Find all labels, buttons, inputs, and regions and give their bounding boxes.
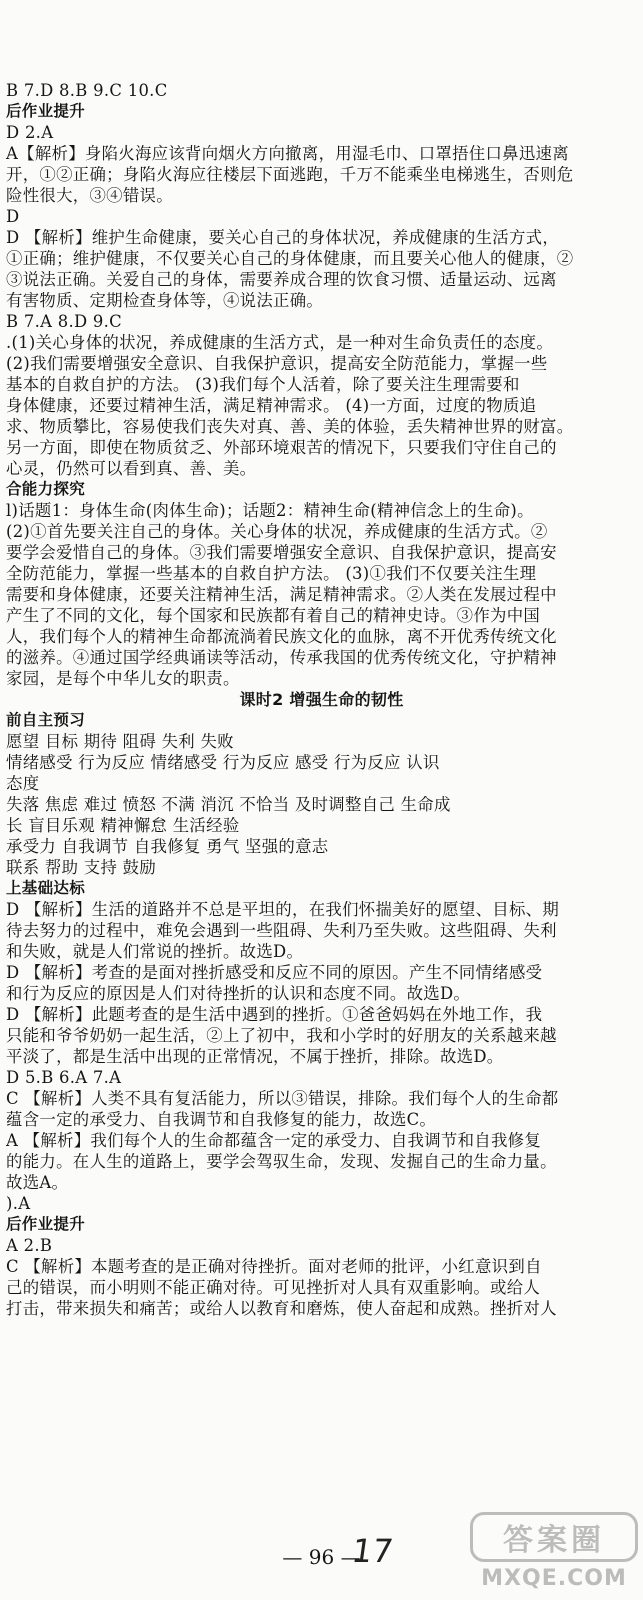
answer-line: 己的错误，而小明则不能正确对待。可见挫折对人具有双重影响。或给人 [6, 1278, 541, 1297]
answer-line: A 【解析】我们每个人的生命都蕴含一定的承受力、自我调节和自我修复 [6, 1131, 542, 1150]
answer-line: D 【解析】此题考查的是生活中遇到的挫折。①爸爸妈妈在外地工作，我 [6, 1005, 543, 1024]
page-number: — 96 — [282, 1545, 361, 1569]
answer-line: 蕴含一定的承受力、自我调节和自我修复的能力，故选C。 [6, 1110, 437, 1129]
answer-line: .(1)关心身体的状况，养成健康的生活方式，是一种对生命负责任的态度。 [6, 333, 554, 352]
answer-line: 打击，带来损失和痛苦；或给人以教育和磨炼，使人奋起和成熟。挫折对人 [6, 1299, 557, 1318]
watermark-site-text: MXQE.COM [481, 1566, 627, 1591]
answer-line: 只能和爷爷奶奶一起生活，②上了初中，我和小学时的好朋友的关系越来越 [6, 1026, 557, 1045]
answer-line: 险性很大，③④错误。 [6, 186, 173, 205]
answer-line: 的滋养。④通过国学经典诵读等活动，传承我国的优秀传统文化，守护精神 [6, 648, 557, 667]
answer-line: 平淡了，都是生活中出现的正常情况，不属于挫折，排除。故选D。 [6, 1047, 504, 1066]
answer-line: D 【解析】生活的道路并不总是平坦的，在我们怀揣美好的愿望、目标、期 [6, 900, 560, 919]
answer-line: 联系 帮助 支持 鼓励 [6, 858, 157, 877]
answer-line: l)话题1：身体生命(肉体生命)；话题2：精神生命(精神信念上的生命)。 [6, 501, 534, 520]
answer-line: A 2.B [6, 1236, 53, 1255]
answer-line: 情绪感受 行为反应 情绪感受 行为反应 感受 行为反应 认识 [6, 753, 440, 772]
answer-line: 基本的自救自护的方法。 (3)我们每个人活着，除了要关注生理需要和 [6, 375, 520, 394]
answer-line: (2)①首先要关注自己的身体。关心身体的状况，养成健康的生活方式。② [6, 522, 548, 541]
answer-line: D 【解析】维护生命健康，要关心自己的身体状况，养成健康的生活方式， [6, 228, 560, 247]
answer-line: ).A [6, 1194, 31, 1213]
answer-line: C 【解析】人类不具有复活能力，所以③错误，排除。我们每个人的生命都 [6, 1089, 559, 1108]
section-heading: 前自主预习 [6, 711, 86, 729]
answer-line: D 2.A [6, 123, 54, 142]
answer-line: D 5.B 6.A 7.A [6, 1068, 122, 1087]
answer-line: 待去努力的过程中，难免会遇到一些阻碍、失利乃至失败。这些阻碍、失利 [6, 921, 557, 940]
answer-line: A【解析】身陷火海应该背向烟火方向撤离，用湿毛巾、口罩捂住口鼻迅速离 [6, 144, 569, 163]
answer-line: 另一方面，即使在物质贫乏、外部环境艰苦的情况下，只要我们守住自己的 [6, 438, 557, 457]
answer-line: 有害物质、定期检查身体等，④说法正确。 [6, 291, 324, 310]
watermark-logo: 答案圈 [470, 1512, 638, 1562]
answer-line: 需要和身体健康，还要关注精神生活，满足精神需求。②人类在发展过程中 [6, 585, 557, 604]
answer-line: D [6, 207, 20, 226]
answer-line: ①正确；维护健康，不仅要关心自己的身体健康，而且要关心他人的健康，② [6, 249, 574, 268]
lesson-title: 课时2 增强生命的韧性 [239, 690, 404, 709]
answer-line: 和失败，就是人们常说的挫折。故选D。 [6, 942, 304, 961]
section-heading: 上基础达标 [6, 879, 86, 897]
answer-line: 家园，是每个中华儿女的职责。 [6, 669, 240, 688]
answer-line: 身体健康，还要过精神生活，满足精神需求。 (4)一方面，过度的物质追 [6, 396, 537, 415]
answer-line: (2)我们需要增强安全意识、自我保护意识，提高安全防范能力，掌握一些 [6, 354, 548, 373]
answer-line: C 【解析】本题考查的是正确对待挫折。面对老师的批评，小红意识到自 [6, 1257, 542, 1276]
answer-line: 愿望 目标 期待 阻碍 失利 失败 [6, 732, 234, 751]
answer-line: 开，①②正确；身陷火海应往楼层下面逃跑，千万不能乘坐电梯逃生，否则危 [6, 165, 574, 184]
site-watermark [470, 1512, 638, 1594]
answer-line: 承受力 自我调节 自我修复 勇气 坚强的意志 [6, 837, 329, 856]
answer-line: ③说法正确。关爱自己的身体，需要养成合理的饮食习惯、适量运动、远离 [6, 270, 557, 289]
answer-line: 长 盲目乐观 精神懈怠 生活经验 [6, 816, 240, 835]
answer-line: 和行为反应的原因是人们对待挫折的认识和态度不同。故选D。 [6, 984, 471, 1003]
answer-page [0, 80, 643, 1319]
answer-line: 要学会爱惜自己的身体。③我们需要增强安全意识、自我保护意识，提高安 [6, 543, 557, 562]
section-heading: 后作业提升 [6, 102, 86, 120]
answer-line: 心灵，仍然可以看到真、善、美。 [6, 459, 257, 478]
answer-line: B 7.D 8.B 9.C 10.C [6, 81, 168, 100]
answer-line: 产生了不同的文化，每个国家和民族都有着自己的精神史诗。③作为中国 [6, 606, 541, 625]
answer-line: 全防范能力，掌握一些基本的自救自护方法。 (3)①我们不仅要关注生理 [6, 564, 537, 583]
answer-line: 态度 [6, 774, 40, 793]
handwritten-page-note: 17 [349, 1532, 396, 1570]
answer-line: 故选A。 [6, 1173, 69, 1192]
section-heading: 合能力探究 [6, 480, 86, 498]
answer-line: 人，我们每个人的精神生命都流淌着民族文化的血脉，离不开优秀传统文化 [6, 627, 557, 646]
answer-line: 的能力。在人生的道路上，要学会驾驭生命，发现、发掘自己的生命力量。 [6, 1152, 557, 1171]
answer-line: D 【解析】考查的是面对挫折感受和反应不同的原因。产生不同情绪感受 [6, 963, 543, 982]
answer-line: 求、物质攀比，容易使我们丧失对真、善、美的体验，丢失精神世界的财富。 [6, 417, 574, 436]
answer-line: B 7.A 8.D 9.C [6, 312, 123, 331]
section-heading: 后作业提升 [6, 1215, 86, 1233]
answer-line: 失落 焦虑 难过 愤怒 不满 消沉 不恰当 及时调整自己 生命成 [6, 795, 451, 814]
